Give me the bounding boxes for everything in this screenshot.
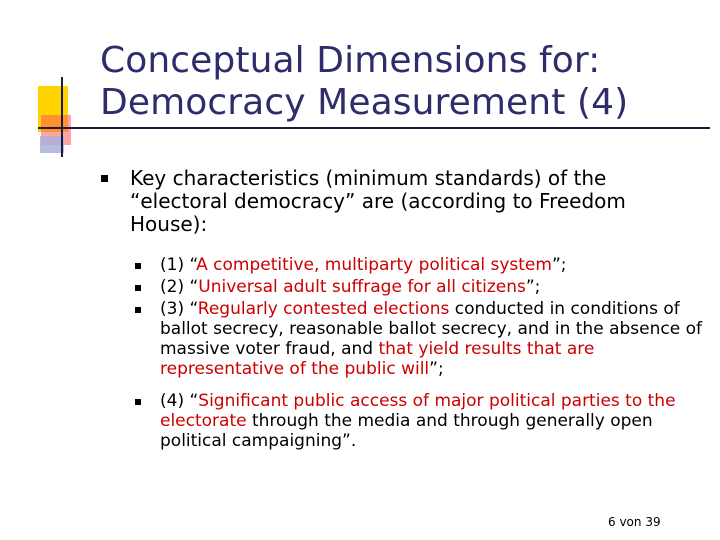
- slide-title-line-2: Democracy Measurement (4): [100, 82, 629, 123]
- sub-bullet-1-text: (1) “: [160, 255, 197, 275]
- slide-title-line-1: Conceptual Dimensions for:: [100, 40, 601, 81]
- sub-bullet-4: [160, 391, 705, 451]
- decor-vertical-line: [61, 77, 63, 157]
- sub-bullet-1-highlight: A competitive, multiparty political system: [196, 255, 552, 275]
- title-divider-line: [38, 127, 710, 129]
- sub-bullet-square-icon: [135, 263, 141, 269]
- sub-bullet-3-highlight: that yield results that are representative of the public will: [160, 339, 595, 379]
- main-bullet-text: Key characteristics (minimum standards) of the “electoral democracy” are (according to Freedom House):: [130, 166, 626, 236]
- sub-bullet-4-highlight: Significant public access of major political parties to the electorate: [160, 391, 676, 431]
- sub-bullet-2-text: ”;: [525, 277, 541, 297]
- sub-bullet-4-text: (4) “: [160, 391, 199, 411]
- sub-bullet-3-text: ”;: [429, 359, 444, 379]
- slide-title: [100, 40, 700, 124]
- sub-bullet-2-highlight: Universal adult suffrage for all citizens: [198, 277, 526, 297]
- page-number: 6 von 39: [608, 515, 661, 529]
- sub-bullet-square-icon: [135, 285, 141, 291]
- sub-bullet-1: [160, 255, 705, 275]
- sub-bullet-2: [160, 277, 705, 297]
- sub-bullet-2-text: (2) “: [160, 277, 199, 297]
- sub-bullet-1-text: ”;: [551, 255, 567, 275]
- sub-bullet-3: [160, 299, 705, 379]
- sub-bullet-square-icon: [135, 399, 141, 405]
- sub-bullet-square-icon: [135, 307, 141, 313]
- sub-bullet-3-text: conducted in conditions of ballot secrecy, reasonable ballot secrecy, and in the absence of massive voter fraud, and: [160, 299, 702, 359]
- sub-bullet-3-highlight: Regularly contested elections: [197, 299, 450, 319]
- bullet-square-icon: [101, 175, 108, 182]
- sub-bullet-3-text: (3) “: [160, 299, 198, 319]
- sub-bullet-4-text: through the media and through generally open political campaigning”.: [160, 411, 653, 451]
